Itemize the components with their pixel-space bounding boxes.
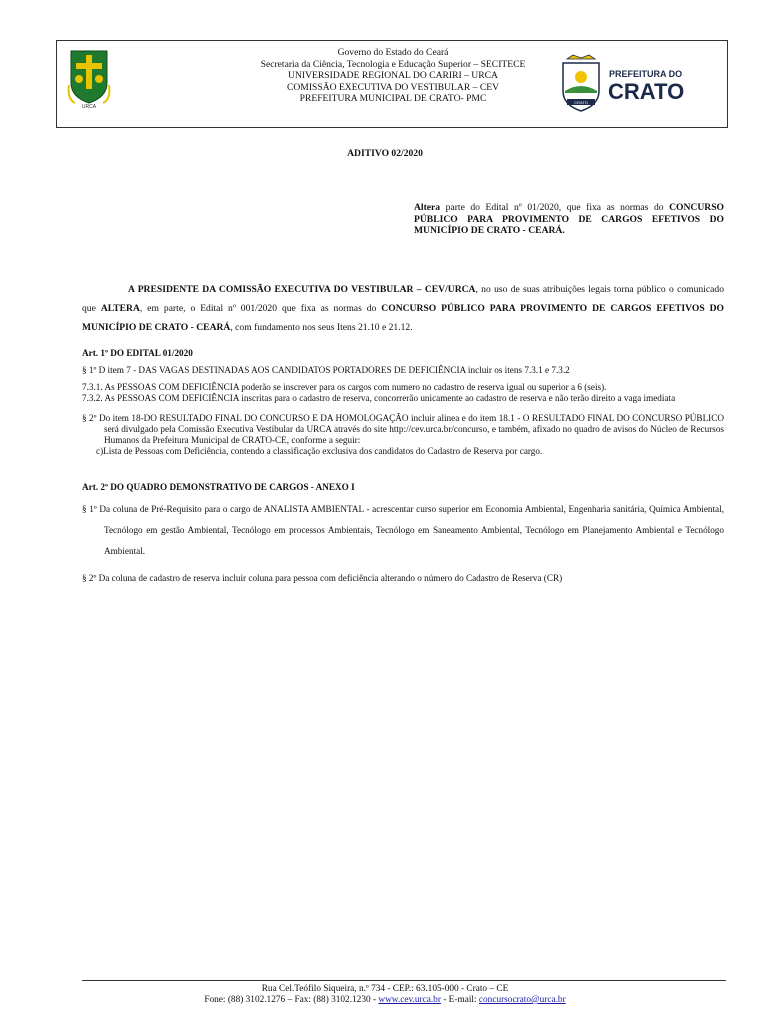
crown-icon (567, 55, 595, 59)
intro-bold: A PRESIDENTE DA COMISSÃO EXECUTIVA DO VESTIBULAR – CEV/URCA (128, 284, 476, 295)
intro-text: , no uso de suas atribuições legais torna público o comunicado que (82, 284, 724, 314)
summary-bold: Altera (414, 202, 441, 213)
article-paragraph: § 1º D item 7 - DAS VAGAS DESTINADAS AOS CANDIDATOS PORTADORES DE DEFICIÊNCIA incluir os itens 7.3.1 e 7.3.2 (82, 365, 570, 375)
email-label: - E-mail: (440, 995, 479, 1005)
header-line: Governo do Estado do Ceará (337, 47, 449, 58)
logo-badge-label: CRATO (574, 100, 588, 105)
article-2 (82, 482, 724, 562)
summary-bold: CONCURSO PÚBLICO PARA PROVIMENTO DE CARGOS EFETIVOS DO MUNICÍPIO DE CRATO - CEARÁ. (414, 202, 724, 236)
intro-text: , com fundamento nos seus Itens 21.10 e 21.12. (230, 322, 413, 333)
article-heading: Art. 1º DO EDITAL 01/2020 (82, 348, 193, 358)
header-lines (207, 47, 579, 105)
article-paragraph: § 2º Do item 18-DO RESULTADO FINAL DO CONCURSO E DA HOMOLOGAÇÃO incluir alinea e do item 18.1 - O RESULTADO FINAL DO CONCURSO PÚBLICO será divulgado pela Comissão Executiva Vestibular da URCA através do site http://cev.urca.br/concurso, e também, afixado no quadro de avisos do Núcleo de Recursos Humanos da Prefeitura Municipal de CRATO-CE, conforme a seguir: (82, 413, 724, 445)
letterhead (56, 40, 728, 128)
article-item: 7.3.1. As PESSOAS COM DEFICIÊNCIA poderão se inscrever para os cargos com numero no cadastro de reserva igual ou superior a 6 (seis). (82, 382, 607, 392)
header-line: COMISSÃO EXECUTIVA DO VESTIBULAR – CEV (286, 81, 500, 93)
footer-phone: Fone: (88) 3102.1276 – Fax: (88) 3102.1230 - (204, 995, 379, 1005)
article-2-paragraph-2: § 2º Da coluna de cadastro de reserva incluir coluna para pessoa com deficiência alterando o número do Cadastro de Reserva (CR) (82, 573, 563, 583)
intro-bold: ALTERA (100, 303, 140, 314)
website-link[interactable]: www.cev.urca.br (378, 995, 441, 1005)
header-line: UNIVERSIDADE REGIONAL DO CARIRI – URCA (288, 70, 498, 81)
article-item: c)Lista de Pessoas com Deficiência, contendo a classificação exclusiva dos candidatos do Cadastro de Reserva por cargo. (96, 446, 543, 456)
article-1 (82, 348, 724, 457)
footer-divider (82, 980, 726, 981)
logo-main-text: CRATO (608, 79, 685, 104)
summary-block (414, 202, 724, 237)
intro-text: , em parte, o Edital nº 001/2020 que fixa as normas do (139, 303, 382, 314)
article-heading: Art. 2º DO QUADRO DEMONSTRATIVO DE CARGOS - ANEXO I (82, 482, 355, 492)
summary-text: parte do Edital nº 01/2020, que fixa as normas do (440, 202, 670, 213)
logo-top-text: PREFEITURA DO (609, 69, 683, 79)
article-item: 7.3.2. As PESSOAS COM DEFICIÊNCIA inscritas para o cadastro de reserva, concorrerão unicamente ao cadastro de reserva e não terão direito a vaga imediata (82, 393, 676, 403)
prefeitura-crato-logo (559, 53, 719, 115)
header-line: Secretaria da Ciência, Tecnologia e Educação Superior – SECITECE (260, 58, 526, 70)
email-link[interactable]: concursocrato@urca.br (478, 995, 566, 1005)
seal-label: URCA (81, 104, 97, 109)
urca-seal-icon (67, 47, 111, 109)
document-title: ADITIVO 02/2020 (347, 148, 423, 159)
footer-contacts (0, 995, 770, 1006)
footer-address: Rua Cel.Teófilo Siqueira, n.º 734 - CEP.: 63.105-000 - Crato – CE (261, 984, 509, 994)
intro-paragraph (82, 280, 724, 337)
article-paragraph: § 1º Da coluna de Pré-Requisito para o cargo de ANALISTA AMBIENTAL - acrescentar curso superior em Economia Ambiental, Engenharia sanitária, Química Ambiental, Tecnólogo em gestão Ambiental, Tecnólogo em processos Ambientais, Tecnólogo em Saneamento Ambiental, Tecnólogo em Planejamento Ambiental e Tecnólogo Ambiental. (82, 504, 724, 556)
intro-bold: CONCURSO PÚBLICO PARA PROVIMENTO DE CARGOS EFETIVOS DO MUNICÍPIO DE CRATO - CEARÁ (82, 303, 725, 333)
header-line: PREFEITURA MUNICIPAL DE CRATO- PMC (299, 93, 487, 104)
